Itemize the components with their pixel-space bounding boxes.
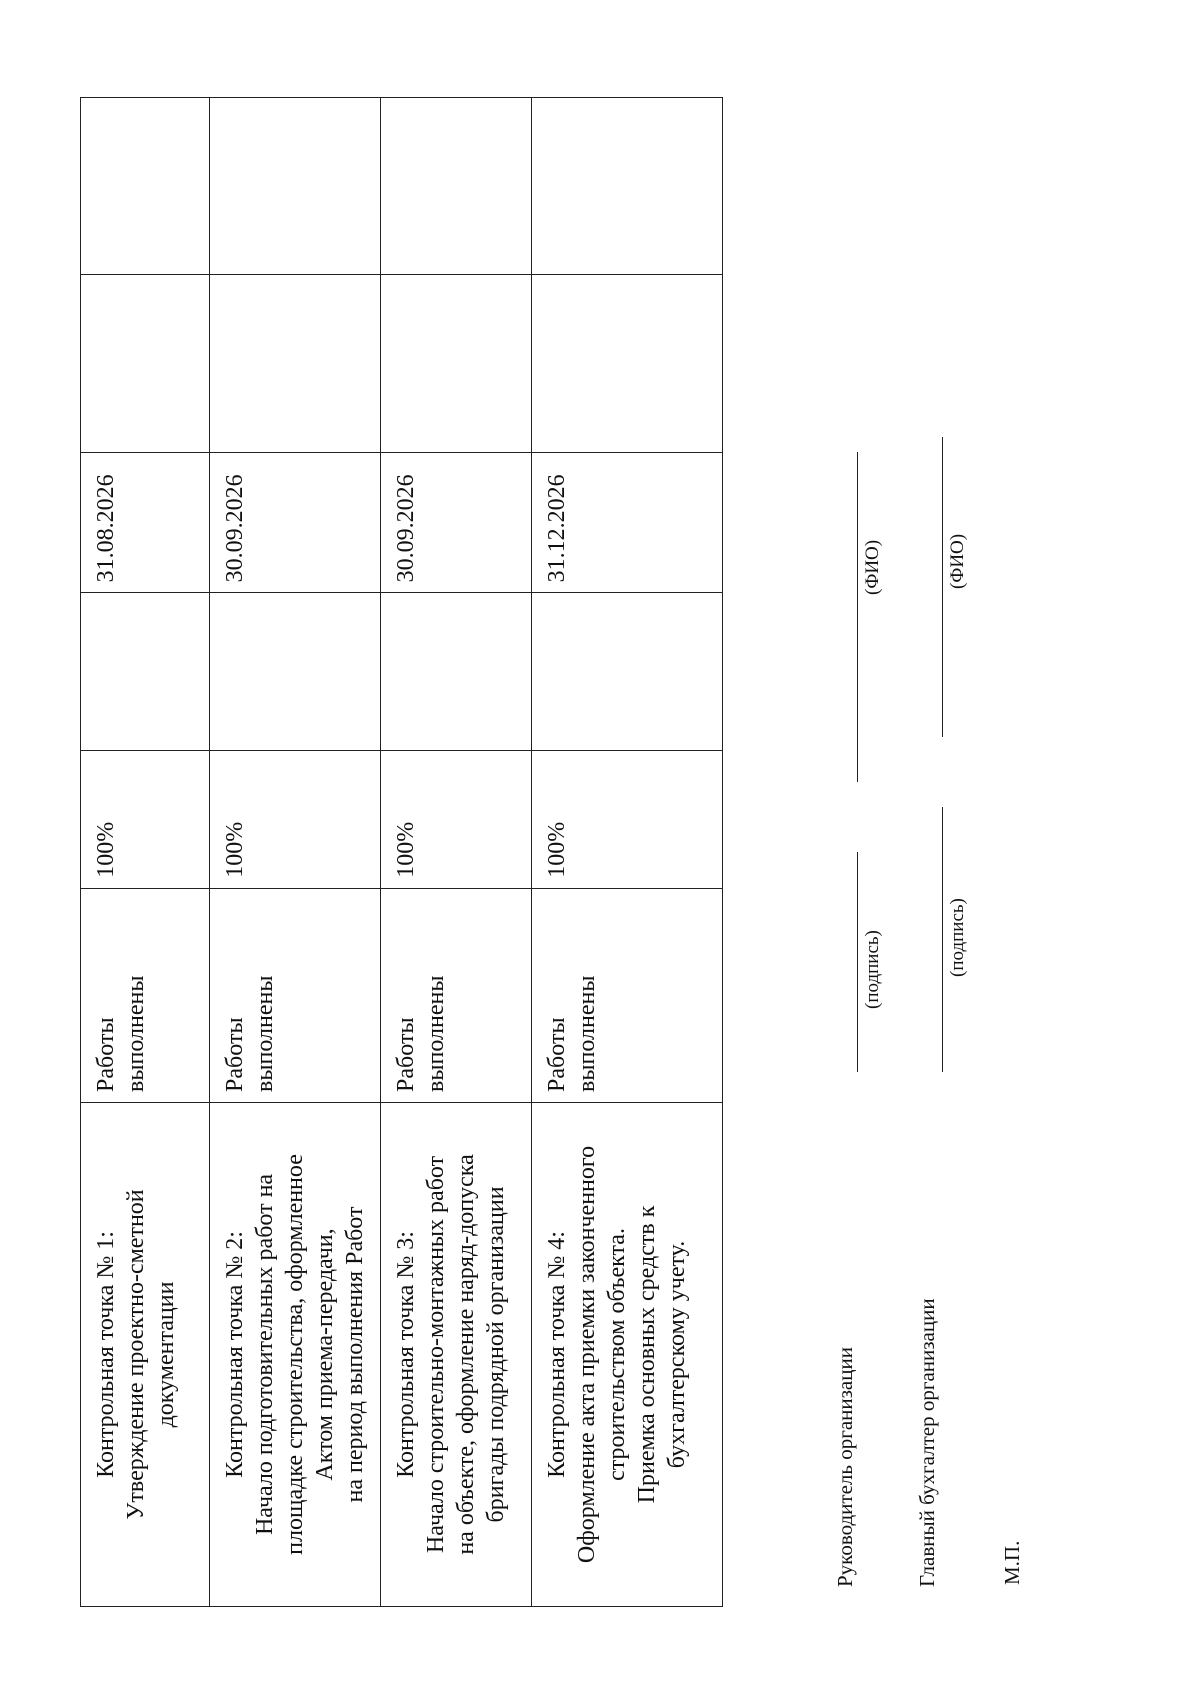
percent-cell: 100%	[81, 751, 210, 889]
description-line: на период выполнения Работ	[342, 1206, 368, 1503]
accountant-signature-caption: (подпись)	[947, 898, 968, 977]
empty-cell	[210, 98, 381, 275]
status-line: Работы	[544, 1017, 570, 1092]
control-point-description	[532, 1102, 723, 1606]
accountant-signature-line	[942, 807, 943, 1072]
status-cell	[81, 888, 210, 1102]
description-line: Начало подготовительных работ на	[252, 1173, 278, 1536]
status-line: Работы	[93, 1017, 119, 1092]
head-signature-label: Руководитель организации	[833, 1347, 857, 1587]
description-line: Контрольная точка № 4:	[544, 1231, 570, 1478]
description-line: бригады подрядной организации	[483, 1186, 509, 1523]
status-line: Работы	[393, 1017, 419, 1092]
empty-cell	[532, 275, 723, 452]
rotated-document-sheet	[0, 97, 1200, 1697]
description-line: документации	[153, 1281, 179, 1428]
head-signature-caption: (подпись)	[862, 930, 883, 1009]
head-signature-line	[857, 852, 858, 1072]
status-cell	[210, 888, 381, 1102]
status-line: выполнены	[252, 975, 278, 1092]
percent-cell: 100%	[532, 751, 723, 889]
status-line: Работы	[222, 1017, 248, 1092]
empty-cell	[81, 98, 210, 275]
head-name-line	[857, 452, 858, 782]
control-point-description	[81, 1102, 210, 1606]
description-line: Приемка основных средств к	[634, 1205, 660, 1504]
empty-cell	[381, 98, 532, 275]
empty-cell	[81, 275, 210, 452]
description-line: Оформление акта приемки законченного	[574, 1145, 600, 1564]
description-line: Утверждение проектно-сметной	[123, 1189, 149, 1520]
description-line: бухгалтерскому учету.	[664, 1240, 690, 1469]
date-cell: 31.08.2026	[81, 452, 210, 593]
status-line: выполнены	[423, 975, 449, 1092]
description-line: Начало строительно-монтажных работ	[423, 1155, 449, 1554]
status-cell	[381, 888, 532, 1102]
empty-cell	[381, 275, 532, 452]
control-point-description	[381, 1102, 532, 1606]
empty-cell	[532, 98, 723, 275]
accountant-name-caption: (ФИО)	[947, 533, 968, 589]
date-cell: 31.12.2026	[532, 452, 723, 593]
date-cell: 30.09.2026	[210, 452, 381, 593]
description-line: площадке строительства, оформленное	[282, 1154, 308, 1555]
status-line: выполнены	[574, 975, 600, 1092]
description-line: Контрольная точка № 3:	[393, 1231, 419, 1478]
description-line: Контрольная точка № 1:	[93, 1231, 119, 1478]
date-cell: 30.09.2026	[381, 452, 532, 593]
table-row	[81, 98, 210, 1607]
percent-cell: 100%	[381, 751, 532, 889]
accountant-signature-label: Главный бухгалтер организации	[915, 1298, 939, 1587]
empty-cell	[81, 593, 210, 751]
description-line: Контрольная точка № 2:	[222, 1231, 248, 1478]
description-line: Актом приема-передачи,	[312, 1228, 338, 1481]
empty-cell	[210, 275, 381, 452]
description-line: на объекте, оформление наряд-допуска	[453, 1154, 479, 1555]
head-name-caption: (ФИО)	[862, 539, 883, 595]
empty-cell	[532, 593, 723, 751]
accountant-name-line	[942, 437, 943, 737]
control-point-description	[210, 1102, 381, 1606]
table-row	[381, 98, 532, 1607]
table-row	[532, 98, 723, 1607]
empty-cell	[210, 593, 381, 751]
description-line: строительством объекта.	[604, 1228, 630, 1481]
percent-cell: 100%	[210, 751, 381, 889]
empty-cell	[381, 593, 532, 751]
status-line: выполнены	[123, 975, 149, 1092]
status-cell	[532, 888, 723, 1102]
control-points-table	[80, 97, 723, 1607]
table-row	[210, 98, 381, 1607]
stamp-placeholder: М.П.	[1000, 1540, 1024, 1585]
